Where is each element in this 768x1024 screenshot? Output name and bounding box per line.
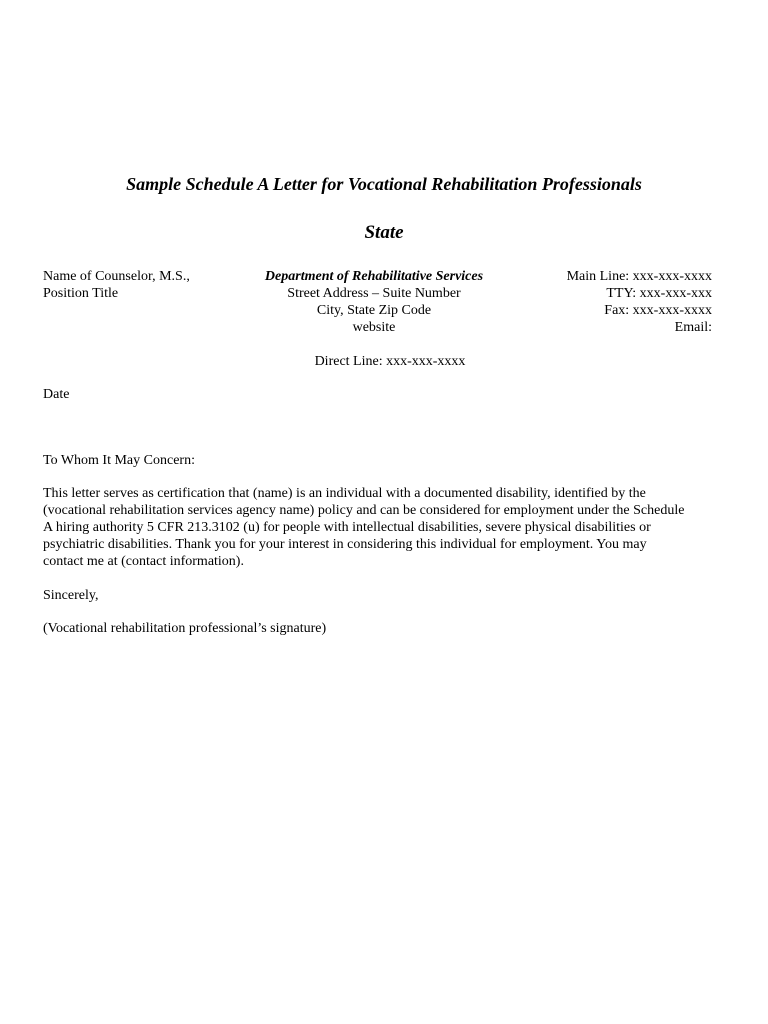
counselor-position: Position Title <box>43 286 119 301</box>
agency-name: Department of Rehabilitative Services <box>264 269 484 284</box>
signature-placeholder: (Vocational rehabilitation professional’s signature) <box>43 621 327 636</box>
direct-line: Direct Line: xxx-xxx-xxxx <box>314 354 466 369</box>
counselor-block <box>43 268 243 302</box>
salutation: To Whom It May Concern: <box>43 453 195 468</box>
body-line: This letter serves as certification that (name) is an individual with a documented disability, identified by the <box>43 486 646 501</box>
letter-body <box>43 485 723 570</box>
counselor-name: Name of Counselor, M.S., <box>43 269 190 284</box>
main-line: Main Line: xxx-xxx-xxxx <box>566 269 712 284</box>
body-line: psychiatric disabilities. Thank you for your interest in considering this individual for employment. You may <box>43 537 647 552</box>
body-line: contact me at (contact information). <box>43 554 244 569</box>
contact-block <box>520 268 712 336</box>
document-title: Sample Schedule A Letter for Vocational Rehabilitation Professionals <box>126 174 642 194</box>
closing: Sincerely, <box>43 588 99 603</box>
agency-street: Street Address – Suite Number <box>287 286 461 301</box>
letter-date: Date <box>43 387 70 402</box>
tty-line: TTY: xxx-xxx-xxx <box>606 286 712 301</box>
fax-line: Fax: xxx-xxx-xxxx <box>604 303 712 318</box>
state-heading: State <box>364 222 404 243</box>
agency-block <box>234 268 514 336</box>
agency-website: website <box>352 320 396 335</box>
email-line: Email: <box>674 320 712 335</box>
body-line: (vocational rehabilitation services agency name) policy and can be considered for employment under the Schedule <box>43 503 685 518</box>
agency-city: City, State Zip Code <box>316 303 432 318</box>
body-line: A hiring authority 5 CFR 213.3102 (u) for people with intellectual disabilities, severe physical disabilities or <box>43 520 651 535</box>
